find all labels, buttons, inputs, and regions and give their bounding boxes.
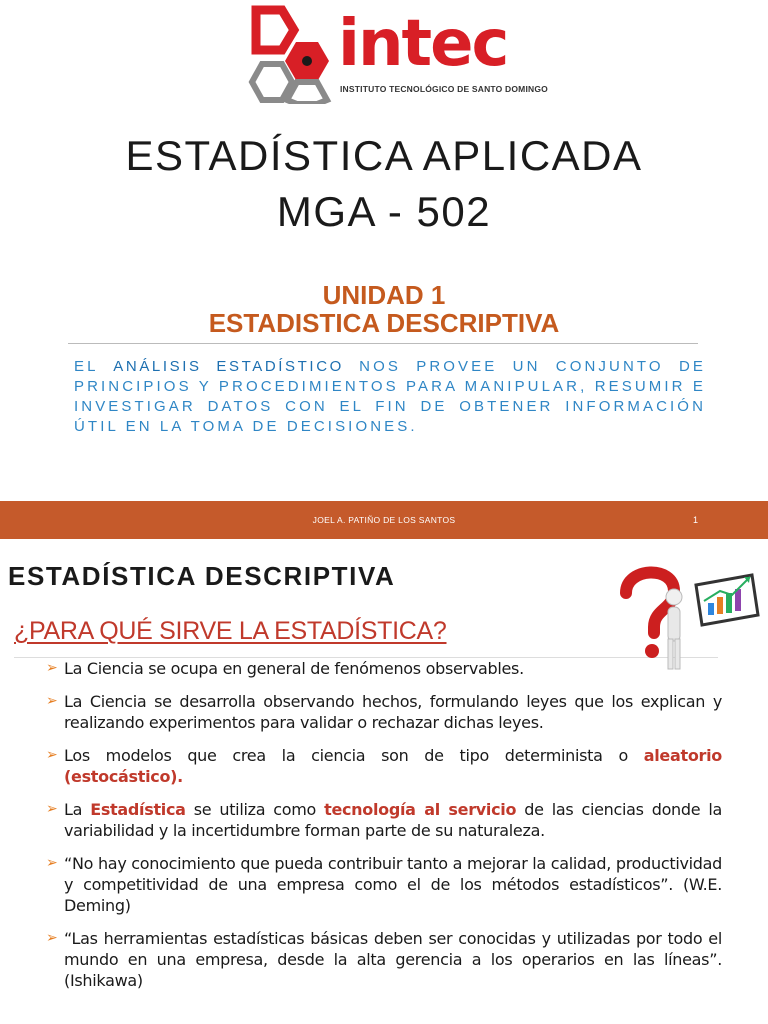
course-title-line1: ESTADÍSTICA APLICADA bbox=[125, 132, 643, 179]
bullet-arrow-icon: ➢ bbox=[46, 855, 58, 871]
unit-title-line1: UNIDAD 1 bbox=[322, 280, 446, 310]
bullet-text: La Ciencia se ocupa en general de fenómenos observables. bbox=[64, 659, 524, 678]
slide2-title: ESTADÍSTICA DESCRIPTIVA bbox=[8, 561, 396, 591]
bullet-arrow-icon: ➢ bbox=[46, 747, 58, 763]
slide-2 bbox=[0, 541, 768, 1024]
bullet-text: “No hay conocimiento que pueda contribuir tanto a mejorar la calidad, productividad y competitividad de una empresa como el de los métodos estadísticos”. (W.E. Deming) bbox=[64, 854, 722, 915]
hexagon-logo-icon bbox=[248, 4, 348, 104]
list-item bbox=[46, 853, 722, 916]
logo-subtitle: INSTITUTO TECNOLÓGICO DE SANTO DOMINGO bbox=[340, 84, 548, 94]
logo-wordmark: intec bbox=[338, 7, 508, 81]
list-item bbox=[46, 799, 722, 841]
bullet-list bbox=[46, 658, 722, 1003]
bullet-text: La Ciencia se desarrolla observando hechos, formulando leyes que los explican y realizando experimentos para validar o rechazar dichas leyes. bbox=[64, 692, 722, 732]
list-item bbox=[46, 658, 722, 679]
list-item bbox=[46, 691, 722, 733]
slide-footer bbox=[0, 501, 768, 539]
intro-paragraph bbox=[74, 357, 706, 437]
footer-author: JOEL A. PATIÑO DE LOS SANTOS bbox=[312, 515, 456, 525]
bullet-text: se utiliza como bbox=[185, 800, 325, 819]
bullet-arrow-icon: ➢ bbox=[46, 930, 58, 946]
highlight-aleatorio: aleatorio (estocástico). bbox=[64, 746, 722, 786]
bullet-arrow-icon: ➢ bbox=[46, 693, 58, 709]
intro-prefix: EL bbox=[74, 358, 114, 375]
course-title-line2: MGA - 502 bbox=[276, 188, 492, 235]
highlight-tecnologia: tecnología al servicio bbox=[324, 800, 517, 819]
slide2-heading: ¿PARA QUÉ SIRVE LA ESTADÍSTICA? bbox=[14, 617, 447, 645]
highlight-estadistica: Estadística bbox=[90, 800, 186, 819]
question-mark-person-chart-icon bbox=[612, 555, 762, 675]
bullet-arrow-icon: ➢ bbox=[46, 801, 58, 817]
course-title bbox=[0, 128, 768, 240]
list-item bbox=[46, 745, 722, 787]
unit-title bbox=[0, 281, 768, 337]
bullet-text: de las ciencias donde la variabilidad y la incertidumbre forman parte de su naturaleza. bbox=[64, 800, 723, 840]
bullet-text: La bbox=[64, 800, 91, 819]
bullet-arrow-icon: ➢ bbox=[46, 660, 58, 676]
intro-highlight: ANÁLISIS ESTADÍSTICO bbox=[113, 358, 344, 375]
bullet-text: Los modelos que crea la ciencia son de tipo determinista o bbox=[64, 746, 644, 765]
list-item bbox=[46, 928, 722, 991]
bullet-text: “Las herramientas estadísticas básicas deben ser conocidas y utilizadas por todo el mundo en una empresa, desde la alta gerencia a los operarios en las líneas”. (Ishikawa) bbox=[64, 929, 722, 990]
intec-logo bbox=[248, 4, 548, 104]
unit-title-line2: ESTADISTICA DESCRIPTIVA bbox=[208, 308, 560, 338]
intro-rest: NOS PROVEE UN CONJUNTO DE PRINCIPIOS Y PROCEDIMIENTOS PARA MANIPULAR, RESUMIR E INVESTIGAR DATOS CON EL FIN DE OBTENER INFORMACIÓN ÚTIL EN LA TOMA DE DECISIONES. bbox=[74, 358, 706, 435]
title-divider bbox=[68, 343, 698, 344]
footer-page-number: 1 bbox=[693, 515, 699, 525]
